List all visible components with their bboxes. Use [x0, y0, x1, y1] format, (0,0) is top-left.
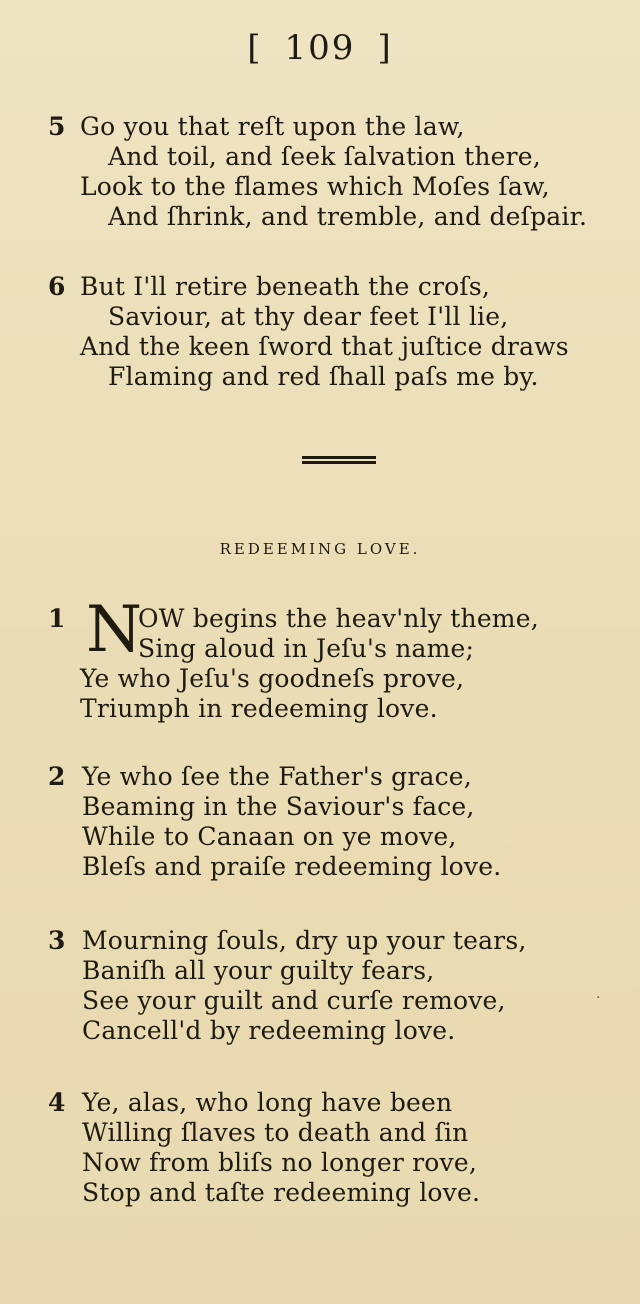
bracket-close: ] — [377, 28, 393, 68]
page-header — [0, 28, 640, 68]
verse-line: Now from bliſs no longer rove, — [82, 1148, 478, 1177]
stanza-number: 5 — [48, 112, 66, 141]
verse-line: Sing aloud in Jeſu's name; — [138, 634, 475, 663]
verse-line: While to Canaan on ye move, — [82, 822, 457, 851]
verse-line: Ye who ſee the Father's grace, — [82, 762, 472, 791]
verse-line: And the keen ſword that juſtice draws — [80, 332, 569, 361]
verse-line: Saviour, at thy dear feet I'll lie, — [108, 302, 509, 331]
paper-speck: · — [596, 990, 601, 1006]
stanza-number: 3 — [48, 926, 66, 955]
verse-line: Triumph in redeeming love. — [80, 694, 438, 723]
verse-line: Mourning ſouls, dry up your tears, — [82, 926, 527, 955]
stanza-number: 4 — [48, 1088, 66, 1117]
verse-line: Ye who Jeſu's goodneſs prove, — [80, 664, 465, 693]
stanza-number: 6 — [48, 272, 66, 301]
verse-line: Bleſs and praiſe redeeming love. — [82, 852, 502, 881]
stanza-number: 1 — [48, 604, 66, 633]
stanza-number: 2 — [48, 762, 66, 791]
verse-line: But I'll retire beneath the croſs, — [80, 272, 491, 301]
page-number: 109 — [284, 28, 356, 68]
verse-line: Beaming in the Saviour's face, — [82, 792, 475, 821]
verse-line: Flaming and red ſhall paſs me by. — [108, 362, 539, 391]
verse-line: Stop and taſte redeeming love. — [82, 1178, 481, 1207]
bracket-open: [ — [247, 28, 263, 68]
section-divider-ornament — [302, 456, 376, 468]
verse-line: Go you that reſt upon the law, — [80, 112, 465, 141]
verse-line: And ſhrink, and tremble, and deſpair. — [108, 202, 588, 231]
verse-line: OW begins the heav'nly theme, — [138, 604, 539, 633]
verse-line: See your guilt and curſe remove, — [82, 986, 506, 1015]
verse-line: Look to the flames which Moſes ſaw, — [80, 172, 550, 201]
verse-line: Ye, alas, who long have been — [82, 1088, 453, 1117]
drop-cap: N — [86, 593, 142, 667]
verse-line: Willing ſlaves to death and ſin — [82, 1118, 469, 1147]
verse-line: And toil, and ſeek ſalvation there, — [108, 142, 541, 171]
verse-line: Baniſh all your guilty fears, — [82, 956, 435, 985]
verse-line: Cancell'd by redeeming love. — [82, 1016, 456, 1045]
hymn-title: REDEEMING LOVE. — [219, 540, 421, 558]
